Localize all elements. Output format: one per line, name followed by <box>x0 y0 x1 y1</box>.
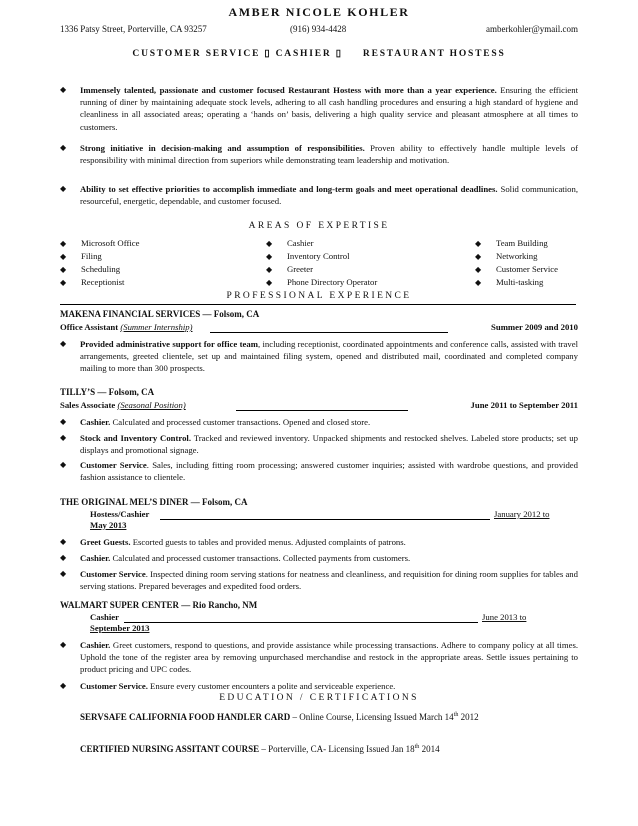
job-dates-end: September 2013 <box>90 623 150 633</box>
job-bullet: ◆ Customer Service. Sales, including fitting room processing; answered customer inquiries; assisted with wardrobe questions, and provided fashion assistance to clientele. <box>60 460 579 483</box>
section-heading-experience: PROFESSIONAL EXPERIENCE <box>226 291 412 301</box>
diamond-bullet-icon: ◆ <box>266 278 273 287</box>
diamond-bullet-icon: ◆ <box>60 640 67 649</box>
diamond-bullet-icon: ◆ <box>475 265 482 274</box>
company-name: TILLY’S — Folsom, CA <box>60 387 155 397</box>
skill-item: ◆ Inventory Control <box>266 251 350 261</box>
diamond-bullet-icon: ◆ <box>60 339 67 348</box>
diamond-bullet-icon: ◆ <box>475 278 482 287</box>
job-title: Office Assistant <box>60 322 119 332</box>
skill-item: ◆ Team Building <box>475 238 548 248</box>
diamond-bullet-icon: ◆ <box>60 265 67 274</box>
skill-item: ◆ Receptionist <box>60 277 125 287</box>
diamond-bullet-icon: ◆ <box>60 537 67 546</box>
certification-item: CERTIFIED NURSING ASSITANT COURSE – Porterville, CA- Licensing Issued Jan 18th 2014 <box>80 744 440 754</box>
skill-item: ◆ Multi-tasking <box>475 277 544 287</box>
underline-rule <box>210 332 448 333</box>
certification-title: CERTIFIED NURSING ASSITANT COURSE <box>80 744 260 754</box>
job-bullet: ◆ Cashier. Calculated and processed customer transactions. Collected payments from customers. <box>60 553 411 563</box>
candidate-name: AMBER NICOLE KOHLER <box>228 5 410 19</box>
skill-item: ◆ Cashier <box>266 238 314 248</box>
title-separator: ▯ <box>264 49 272 59</box>
section-heading-expertise: AREAS OF EXPERTISE <box>248 221 390 231</box>
company-name: MAKENA FINANCIAL SERVICES — Folsom, CA <box>60 309 260 319</box>
skill-item: ◆ Customer Service <box>475 264 559 274</box>
underline-rule <box>124 622 478 623</box>
job-dates: January 2012 to <box>494 509 550 519</box>
skill-item: ◆ Filing <box>60 251 102 261</box>
section-heading-education: EDUCATION / CERTIFICATIONS <box>219 693 419 703</box>
email[interactable]: amberkohler@ymail.com <box>485 24 578 34</box>
job-bullet: ◆ Customer Service. Inspected dining room serving stations for neatness and cleanliness, and requisition for dining room supplies for tables and serving stations. Prepared beverages and expedited food orders. <box>60 569 578 592</box>
diamond-bullet-icon: ◆ <box>266 265 273 274</box>
phone: (916) 934-4428 <box>290 24 347 34</box>
skill-item: ◆ Networking <box>475 251 538 261</box>
title-customer-service: CUSTOMER SERVICE <box>132 49 261 59</box>
address: 1336 Patsy Street, Porterville, CA 93257 <box>60 24 207 34</box>
job-note: (Seasonal Position) <box>117 400 186 410</box>
diamond-bullet-icon: ◆ <box>60 143 67 152</box>
job-dates: June 2013 to <box>482 612 527 622</box>
diamond-bullet-icon: ◆ <box>60 239 67 248</box>
diamond-bullet-icon: ◆ <box>475 252 482 261</box>
title-restaurant-hostess: RESTAURANT HOSTESS <box>362 49 506 59</box>
skill-item: ◆ Greeter <box>266 264 314 274</box>
diamond-bullet-icon: ◆ <box>266 239 273 248</box>
underline-rule <box>236 410 408 411</box>
summary-item: ◆ Ability to set effective priorities to accomplish immediate and long-term goals and meet operational deadlines. Solid communication, resourceful, energetic, dependable, and customer focused. <box>60 184 578 207</box>
job-dates: June 2011 to September 2011 <box>470 400 578 410</box>
skill-item: ◆ Phone Directory Operator <box>266 277 378 287</box>
title-cashier: CASHIER <box>275 49 332 59</box>
job-title: Sales Associate <box>60 400 116 410</box>
job-bullet: ◆ Greet Guests. Escorted guests to tables and provided menus. Adjusted complaints of patrons. <box>60 537 406 547</box>
skill-item: ◆ Microsoft Office <box>60 238 140 248</box>
summary-item: ◆ Strong initiative in decision-making and assumption of responsibilities. Proven ability to effectively handle multiple levels of responsibility with minimal direction from superiors while demonstrating team leadership and motivation. <box>60 143 578 166</box>
company-name: THE ORIGINAL MEL’S DINER — Folsom, CA <box>60 497 248 507</box>
job-dates: Summer 2009 and 2010 <box>491 322 578 332</box>
job-title: Hostess/Cashier <box>90 509 150 519</box>
certification-item: SERVSAFE CALIFORNIA FOOD HANDLER CARD – Online Course, Licensing Issued March 14th 2012 <box>80 712 479 722</box>
diamond-bullet-icon: ◆ <box>60 460 67 469</box>
title-separator: ▯ <box>335 49 343 59</box>
diamond-bullet-icon: ◆ <box>60 278 67 287</box>
job-title-line <box>60 322 578 334</box>
job-bullet: ◆ Cashier. Greet customers, respond to questions, and provide assistance while processing transactions. Adhere to company policy at all times. Uphold the tone of the register area by removing unpurchased merchandise and restock in the appropriate areas. Settle issues pertaining to product pricing and UPC codes. <box>60 640 578 675</box>
diamond-bullet-icon: ◆ <box>60 252 67 261</box>
company-name: WALMART SUPER CENTER — Rio Rancho, NM <box>60 600 258 610</box>
diamond-bullet-icon: ◆ <box>60 433 67 442</box>
diamond-bullet-icon: ◆ <box>475 239 482 248</box>
diamond-bullet-icon: ◆ <box>266 252 273 261</box>
job-title-line <box>60 400 578 412</box>
job-title: Cashier <box>90 612 119 622</box>
diamond-bullet-icon: ◆ <box>60 85 67 94</box>
section-divider <box>60 304 576 305</box>
job-bullet: ◆ Provided administrative support for office team, including receptionist, coordinated appointments and conference calls, assisted with travel arrangements, greeted clientele, set up and maintained filing system, opened and distributed mail, coordinated and completed company mailing to more than 300 prospects. <box>60 339 578 374</box>
diamond-bullet-icon: ◆ <box>60 569 67 578</box>
underline-rule <box>160 519 490 520</box>
job-bullet: ◆ Customer Service. Ensure every customer encounters a polite and serviceable experience. <box>60 681 396 691</box>
summary-item: ◆ Immensely talented, passionate and customer focused Restaurant Hostess with more than a year experience. Ensuring the efficient running of diner by maintaining adequate stock levels, adhering to all cash handling procedures and ensuring a high standard of hygiene and cleanliness in all associated areas; operating a ‘hands on’ basis, delivering a high quality service and pleasant atmosphere at all times to customers. <box>60 85 578 132</box>
diamond-bullet-icon: ◆ <box>60 417 67 426</box>
job-note: (Summer Internship) <box>120 322 193 332</box>
professional-title <box>0 48 638 59</box>
job-bullet: ◆ Stock and Inventory Control. Tracked and reviewed inventory. Unpacked shipments and restocked shelves. Labeled store products; set up displays and promotional signage. <box>60 433 578 456</box>
diamond-bullet-icon: ◆ <box>60 681 67 690</box>
job-dates-end: May 2013 <box>90 520 127 530</box>
skill-item: ◆ Scheduling <box>60 264 121 274</box>
diamond-bullet-icon: ◆ <box>60 553 67 562</box>
diamond-bullet-icon: ◆ <box>60 184 67 193</box>
job-bullet: ◆ Cashier. Calculated and processed customer transactions. Opened and closed store. <box>60 417 371 427</box>
certification-title: SERVSAFE CALIFORNIA FOOD HANDLER CARD <box>80 712 291 722</box>
